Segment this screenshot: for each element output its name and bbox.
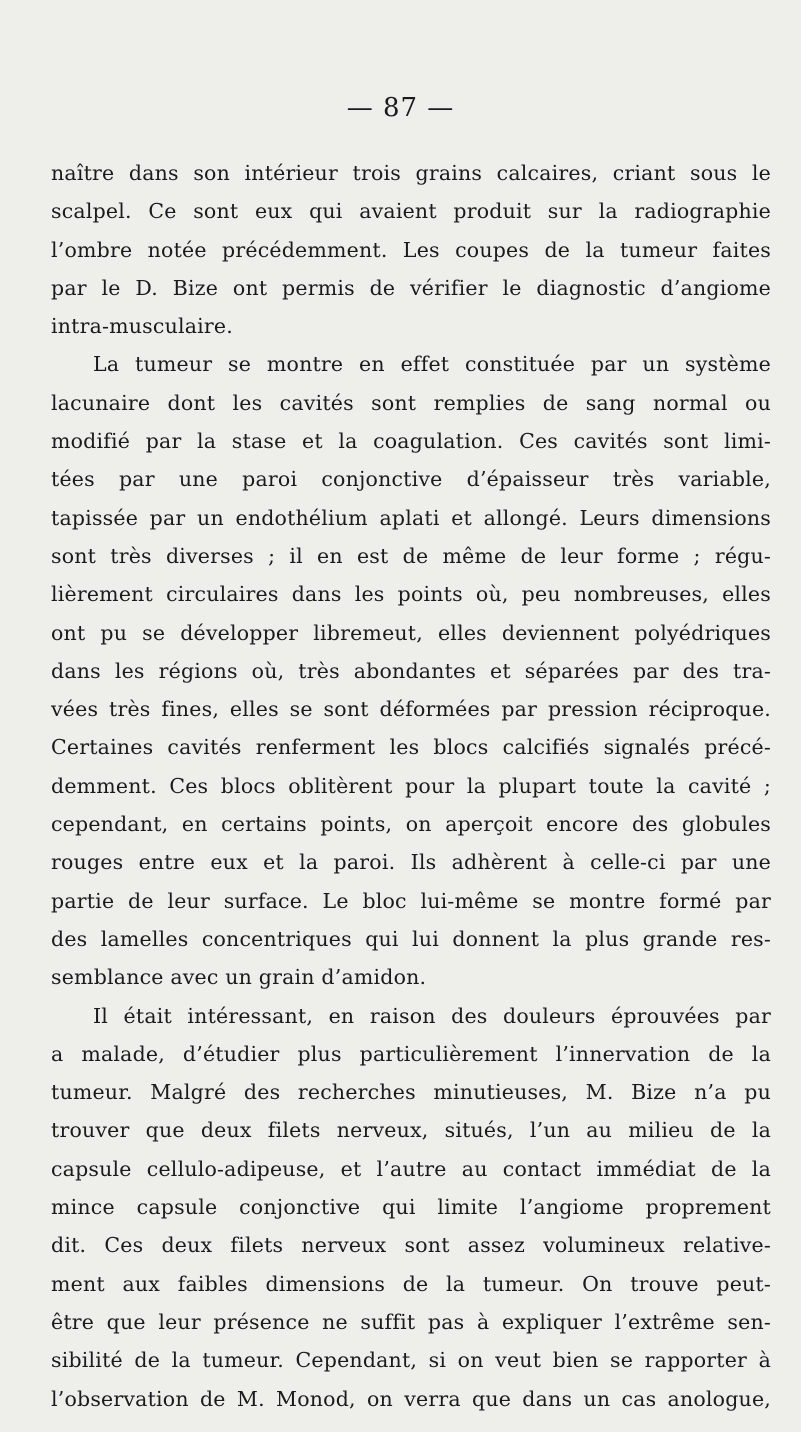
text-line: modifié par la stase et la coagulation. Ces cavités sont limi- — [51, 429, 771, 454]
text-line: sibilité de la tumeur. Cependant, si on veut bien se rapporter à — [51, 1348, 771, 1373]
text-line: demment. Ces blocs oblitèrent pour la plupart toute la cavité ; — [51, 773, 771, 798]
text-line: dit. Ces deux filets nerveux sont assez volumineux relative- — [51, 1233, 771, 1258]
text-line: dans les régions où, très abondantes et séparées par des tra- — [51, 658, 771, 683]
text-line: sont très diverses ; il en est de même de leur forme ; régu- — [51, 543, 771, 568]
text-line: l’ombre notée précédemment. Les coupes de la tumeur faites — [51, 237, 771, 262]
text-line: l’observation de M. Monod, on verra que dans un cas anologue, — [51, 1386, 771, 1411]
text-line: intra-musculaire. — [51, 314, 233, 339]
text-line: trouver que deux filets nerveux, situés, l’un au milieu de la — [51, 1118, 771, 1143]
text-line: partie de leur surface. Le bloc lui-même se montre formé par — [51, 888, 771, 913]
page-number: — 87 — — [346, 93, 455, 123]
text-line: ment aux faibles dimensions de la tumeur. On trouve peut- — [51, 1271, 771, 1296]
text-line: scalpel. Ce sont eux qui avaient produit sur la radiographie — [51, 199, 771, 224]
text-line: vées très fines, elles se sont déformées par pression réciproque. — [51, 697, 771, 722]
text-line: tées par une paroi conjonctive d’épaisseur très variable, — [51, 467, 771, 492]
text-line: lièrement circulaires dans les points où, peu nombreuses, elles — [51, 582, 771, 607]
text-line: par le D. Bize ont permis de vérifier le diagnostic d’angiome — [51, 275, 771, 300]
text-line: rouges entre eux et la paroi. Ils adhèrent à celle-ci par une — [51, 850, 771, 875]
text-line: Certaines cavités renferment les blocs calcifiés signalés précé- — [51, 735, 771, 760]
body-text — [51, 154, 771, 1418]
text-line: Il était intéressant, en raison des douleurs éprouvées par — [93, 1003, 771, 1028]
text-line: a malade, d’étudier plus particulièrement l’innervation de la — [51, 1041, 771, 1066]
text-line: cependant, en certains points, on aperçoit encore des globules — [51, 812, 771, 837]
text-line: des lamelles concentriques qui lui donnent la plus grande res- — [51, 926, 771, 951]
text-line: capsule cellulo-adipeuse, et l’autre au contact immédiat de la — [51, 1156, 771, 1181]
text-line: ont pu se développer libremeut, elles deviennent polyédriques — [51, 620, 771, 645]
text-line: lacunaire dont les cavités sont remplies de sang normal ou — [51, 390, 771, 415]
text-line: semblance avec un grain d’amidon. — [51, 965, 427, 990]
text-line: La tumeur se montre en effet constituée par un système — [93, 352, 771, 377]
text-line: mince capsule conjonctive qui limite l’angiome proprement — [51, 1195, 771, 1220]
text-line: être que leur présence ne suffit pas à expliquer l’extrême sen- — [51, 1309, 771, 1334]
text-line: naître dans son intérieur trois grains calcaires, criant sous le — [51, 161, 771, 185]
text-line: tapissée par un endothélium aplati et allongé. Leurs dimensions — [51, 505, 771, 530]
text-line: tumeur. Malgré des recherches minutieuses, M. Bize n’a pu — [51, 1080, 771, 1105]
